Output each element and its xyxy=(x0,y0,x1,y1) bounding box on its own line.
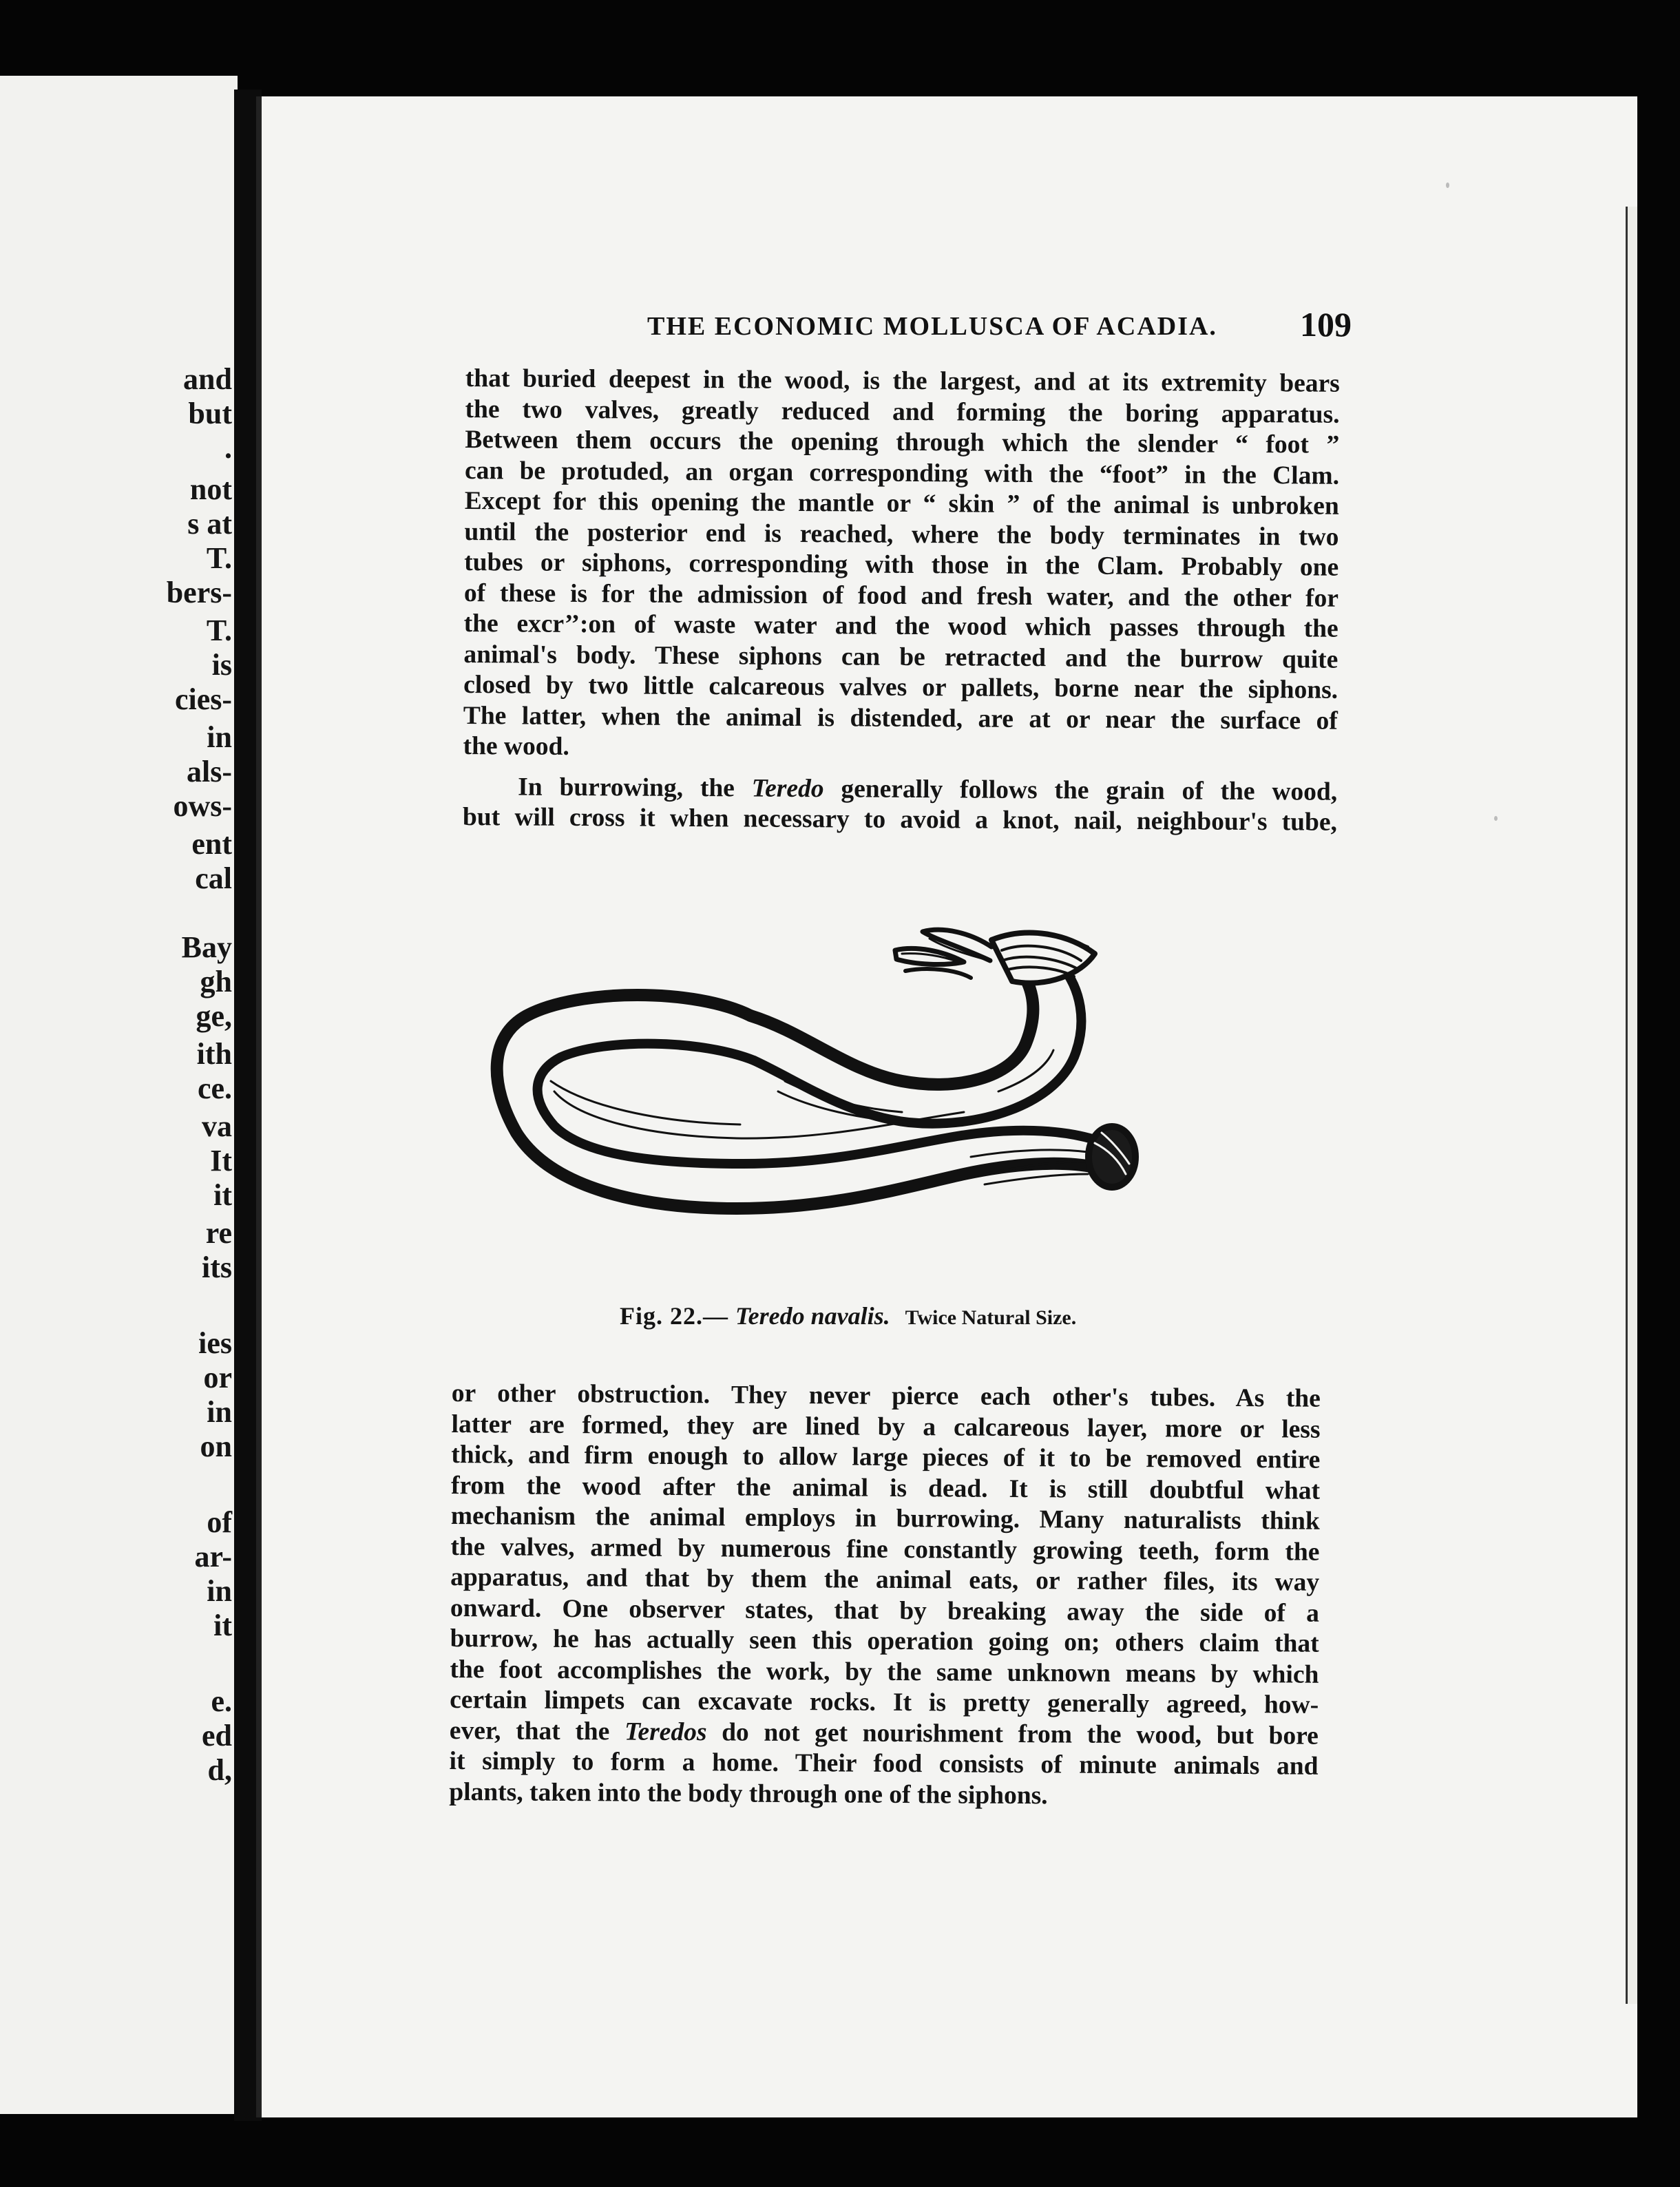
text-run: generally follows the grain of the wood, xyxy=(823,774,1338,806)
text-line: the wood. xyxy=(463,731,569,761)
left-page-fragment: or xyxy=(203,1361,232,1394)
text-run: mechanism the animal employs in burrowing. Many naturalists think xyxy=(450,1501,1320,1536)
body-text-bottom xyxy=(449,1379,1321,1813)
text-run: In burrowing, the xyxy=(518,772,752,803)
text-run: plants, taken into the body through one of the siphons. xyxy=(449,1777,1048,1810)
right-page xyxy=(256,96,1637,2117)
left-page-fragment: Bay xyxy=(181,930,232,964)
text-line: tubes or siphons, corresponding with those in the Clam. Probably one xyxy=(464,547,1339,582)
figure-species: Teredo navalis. xyxy=(735,1302,890,1330)
text-line: the excr’’:on of waste water and the wood which passes through the xyxy=(463,609,1338,643)
left-page-fragment: d, xyxy=(207,1753,232,1787)
text-line xyxy=(449,1746,1318,1782)
text-line xyxy=(450,1593,1319,1629)
figure-scale: Twice Natural Size. xyxy=(905,1306,1077,1329)
text-run: the valves, armed by numerous fine constantly growing teeth, form the xyxy=(450,1532,1320,1567)
text-run: it simply to form a home. Their food consists of minute animals and xyxy=(449,1746,1319,1781)
left-page-fragment: ce. xyxy=(197,1071,232,1105)
italic-term: Teredo xyxy=(751,774,824,803)
figure-label: Fig. 22.— xyxy=(620,1302,728,1330)
text-line xyxy=(463,771,1337,807)
left-page-fragment: in xyxy=(207,1395,232,1429)
left-page-fragment: its xyxy=(202,1251,232,1284)
text-line: Except for this opening the mantle or “ skin ” of the animal is unbroken xyxy=(464,486,1339,521)
left-page-fragment: in xyxy=(207,1574,232,1608)
left-page-fragment: not xyxy=(189,472,232,506)
text-run: but will cross it when necessary to avoid a knot, nail, neighbour's tube, xyxy=(462,802,1338,837)
body-text-top xyxy=(463,364,1340,838)
page-number: 109 xyxy=(1300,305,1352,344)
text-run: or other obstruction. They never pierce each other's tubes. As the xyxy=(451,1379,1321,1413)
text-run: burrow, he has actually seen this operation going on; others claim that xyxy=(450,1624,1319,1658)
left-page-fragment: of xyxy=(207,1505,232,1539)
dust-speck xyxy=(1446,182,1449,188)
left-page-fragment: is xyxy=(211,648,232,682)
text-line xyxy=(451,1440,1320,1476)
text-run: the foot accomplishes the work, by the same unknown means by which xyxy=(450,1655,1319,1689)
left-page-text-fragments xyxy=(5,76,232,2114)
left-page-fragment: cal xyxy=(195,861,232,895)
left-page-fragment: on xyxy=(200,1430,232,1463)
page-edge xyxy=(1626,207,1637,2004)
left-page-fragment: bers- xyxy=(166,576,232,609)
left-page-fragment: va xyxy=(202,1109,232,1143)
text-run: thick, and firm enough to allow large pieces of it to be removed entire xyxy=(451,1440,1321,1474)
text-run: ever, that the xyxy=(449,1716,625,1746)
left-page-fragment: cies- xyxy=(174,682,232,716)
text-run: onward. One observer states, that by breaking away the side of a xyxy=(450,1593,1320,1628)
text-line: the two valves, greatly reduced and forming the boring apparatus. xyxy=(465,395,1340,429)
text-line xyxy=(450,1562,1319,1598)
left-page-fragment: ar- xyxy=(194,1540,232,1573)
text-line: that buried deepest in the wood, is the largest, and at its extremity bears xyxy=(465,364,1340,398)
left-page-fragment: in xyxy=(207,720,232,754)
text-line xyxy=(451,1409,1320,1445)
left-page-fragment: ge, xyxy=(196,999,232,1033)
left-page-fragment: ith xyxy=(196,1037,232,1071)
italic-term: Teredos xyxy=(624,1717,707,1746)
running-head: THE ECONOMIC MOLLUSCA OF ACADIA. xyxy=(647,312,1217,341)
text-line: closed by two little calcareous valves or pallets, borne near the siphons. xyxy=(463,670,1338,704)
text-line: until the posterior end is reached, where the body terminates in two xyxy=(464,517,1339,552)
left-page-fragment: . xyxy=(224,431,232,465)
text-run: certain limpets can excavate rocks. It is pretty generally agreed, how- xyxy=(450,1685,1319,1719)
left-page-fragment: als- xyxy=(187,755,232,788)
text-line xyxy=(451,1501,1320,1537)
text-line: Between them occurs the opening through which the slender “ foot ” xyxy=(465,425,1340,459)
text-line xyxy=(449,1777,1318,1812)
left-page-fragment: ent xyxy=(191,827,232,861)
text-run: do not get nourishment from the wood, but bore xyxy=(706,1717,1319,1750)
left-facing-page xyxy=(0,76,238,2114)
text-line xyxy=(450,1715,1319,1751)
text-line xyxy=(450,1654,1319,1690)
text-line xyxy=(452,1379,1321,1414)
left-page-fragment: s at xyxy=(187,507,232,541)
text-line xyxy=(450,1685,1319,1721)
left-page-fragment: but xyxy=(188,397,232,430)
text-line: animal's body. These siphons can be retracted and the burrow quite xyxy=(463,640,1338,674)
dust-speck xyxy=(1494,816,1498,821)
text-line xyxy=(463,802,1337,838)
left-page-fragment: ies xyxy=(198,1326,232,1360)
left-page-fragment: re xyxy=(205,1216,232,1250)
text-line xyxy=(450,1531,1319,1567)
text-line xyxy=(450,1624,1319,1660)
left-page-fragment: T. xyxy=(206,614,232,647)
left-page-fragment: gh xyxy=(200,965,232,998)
left-page-fragment: ows- xyxy=(173,789,232,823)
left-page-fragment: it xyxy=(213,1609,232,1642)
left-page-fragment: It xyxy=(210,1144,232,1178)
text-line xyxy=(451,1470,1320,1506)
text-line: The latter, when the animal is distended, are at or near the surface of xyxy=(463,701,1338,735)
teredo-navalis-illustration xyxy=(489,885,1301,1319)
left-page-fragment: e. xyxy=(211,1684,232,1718)
text-line: of these is for the admission of food and fresh water, and the other for xyxy=(463,578,1339,613)
text-line: can be protuded, an organ corresponding with the “foot” in the Clam. xyxy=(464,456,1340,490)
left-page-fragment: T. xyxy=(206,541,232,575)
left-page-fragment: ed xyxy=(202,1719,232,1752)
text-run: from the wood after the animal is dead. It is still doubtful what xyxy=(450,1471,1321,1505)
left-page-fragment: it xyxy=(213,1178,232,1212)
left-page-fragment: and xyxy=(183,362,232,396)
text-run: apparatus, and that by them the animal eats, or rather files, its way xyxy=(450,1562,1320,1597)
figure-caption xyxy=(620,1301,1076,1330)
text-run: latter are formed, they are lined by a calcareous layer, more or less xyxy=(451,1410,1321,1444)
